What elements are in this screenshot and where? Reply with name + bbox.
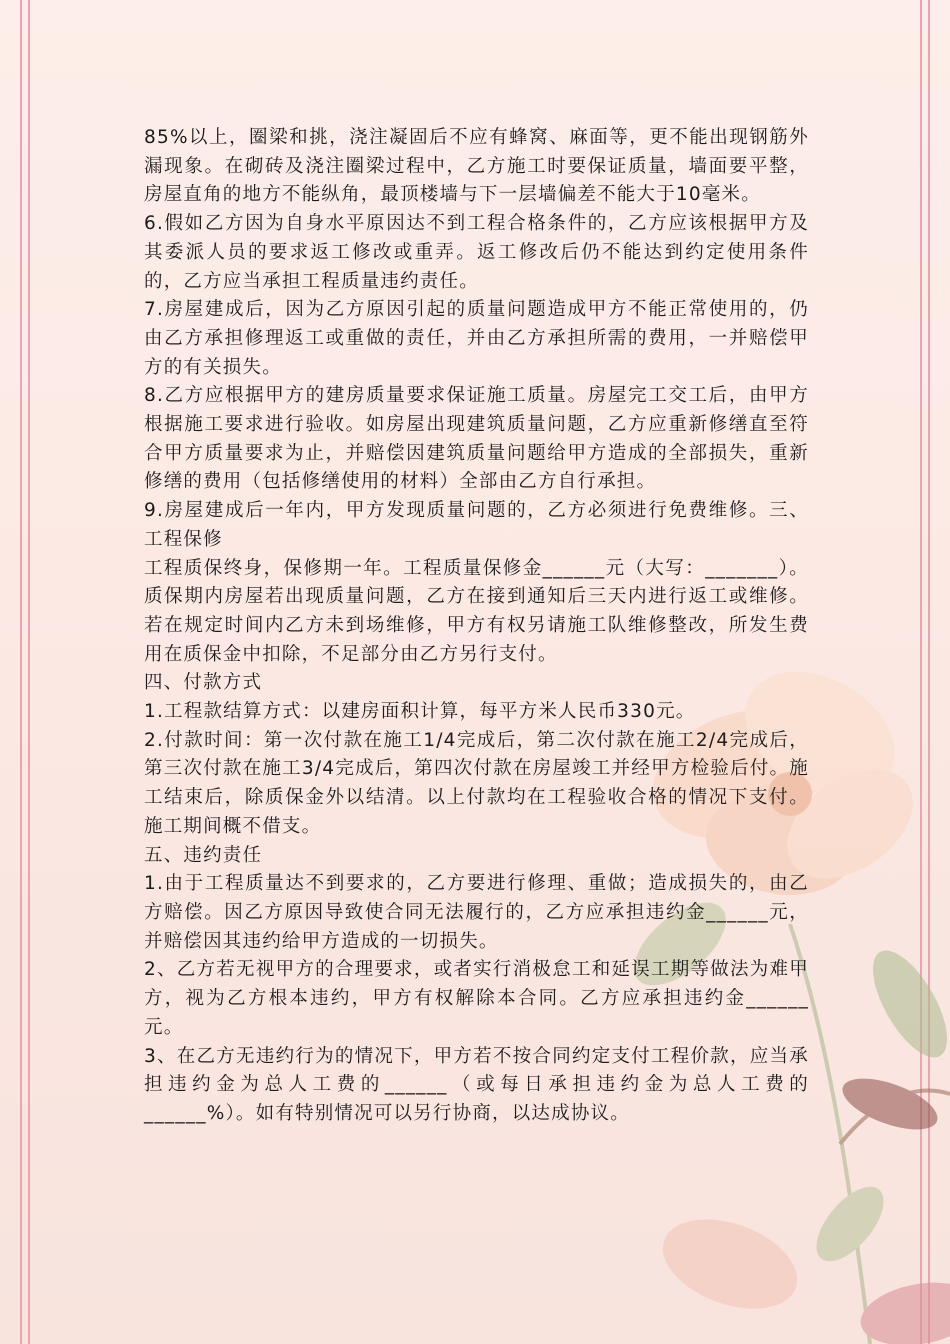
paragraph-1: 85%以上，圈梁和挑，浇注凝固后不应有蜂窝、麻面等，更不能出现钢筋外漏现象。在砌砖及浇注圈梁过程中，乙方施工时要保证质量，墙面要平整，房屋直角的地方不能纵角，最顶楼墙与下一层墙偏差不能大于10毫米。 — [144, 127, 809, 206]
paragraph-11: 1.由于工程质量达不到要求的，乙方要进行修理、重做；造成损失的，由乙方赔偿。因乙方原因导致使合同无法履行的，乙方应承担违约金______元，并赔偿因其违约给甲方造成的一切损失。 — [144, 873, 809, 952]
paragraph-5: 9.房屋建成后一年内，甲方发现质量问题的，乙方必须进行免费维修。三、工程保修 — [144, 500, 809, 550]
section-heading-breach: 五、违约责任 — [144, 844, 263, 866]
margin-rule-left-outer — [20, 0, 22, 1344]
document-body — [144, 124, 809, 1129]
paragraph-2: 6.假如乙方因为自身水平原因达不到工程合格条件的，乙方应该根据甲方及其委派人员的要求返工修改或重弄。返工修改后仍不能达到约定使用条件的，乙方应当承担工程质量违约责任。 — [144, 213, 809, 292]
paragraph-8: 1.工程款结算方式：以建房面积计算，每平方米人民币330元。 — [144, 701, 696, 723]
paragraph-6: 工程质保终身，保修期一年。工程质量保修金______元（大写：_______）。质保期内房屋若出现质量问题，乙方在接到通知后三天内进行返工或维修。若在规定时间内乙方未到场维修，甲方有权另请施工队维修整改，所发生费用在质保金中扣除，不足部分由乙方另行支付。 — [144, 557, 809, 665]
paragraph-12: 2、乙方若无视甲方的合理要求，或者实行消极怠工和延误工期等做法为难甲方，视为乙方根本违约，甲方有权解除本合同。乙方应承担违约金______元。 — [144, 959, 809, 1038]
paragraph-3: 7.房屋建成后，因为乙方原因引起的质量问题造成甲方不能正常使用的，仍由乙方承担修理返工或重做的责任，并由乙方承担所需的费用，一并赔偿甲方的有关损失。 — [144, 299, 809, 378]
margin-rule-left-inner — [28, 0, 30, 1344]
paragraph-13: 3、在乙方无违约行为的情况下，甲方若不按合同约定支付工程价款，应当承担违约金为总人工费的______（或每日承担违约金为总人工费的______%）。如有特别情况可以另行协商，以达成协议。 — [144, 1045, 809, 1124]
section-heading-payment: 四、付款方式 — [144, 672, 263, 694]
paragraph-9: 2.付款时间：第一次付款在施工1/4完成后，第二次付款在施工2/4完成后，第三次付款在施工3/4完成后，第四次付款在房屋竣工并经甲方检验后付。施工结束后，除质保金外以结清。以上付款均在工程验收合格的情况下支付。施工期间概不借支。 — [144, 729, 809, 837]
paragraph-4: 8.乙方应根据甲方的建房质量要求保证施工质量。房屋完工交工后，由甲方根据施工要求进行验收。如房屋出现建筑质量问题，乙方应重新修缮直至符合甲方质量要求为止，并赔偿因建筑质量问题给甲方造成的全部损失，重新修缮的费用（包括修缮使用的材料）全部由乙方自行承担。 — [144, 385, 809, 493]
